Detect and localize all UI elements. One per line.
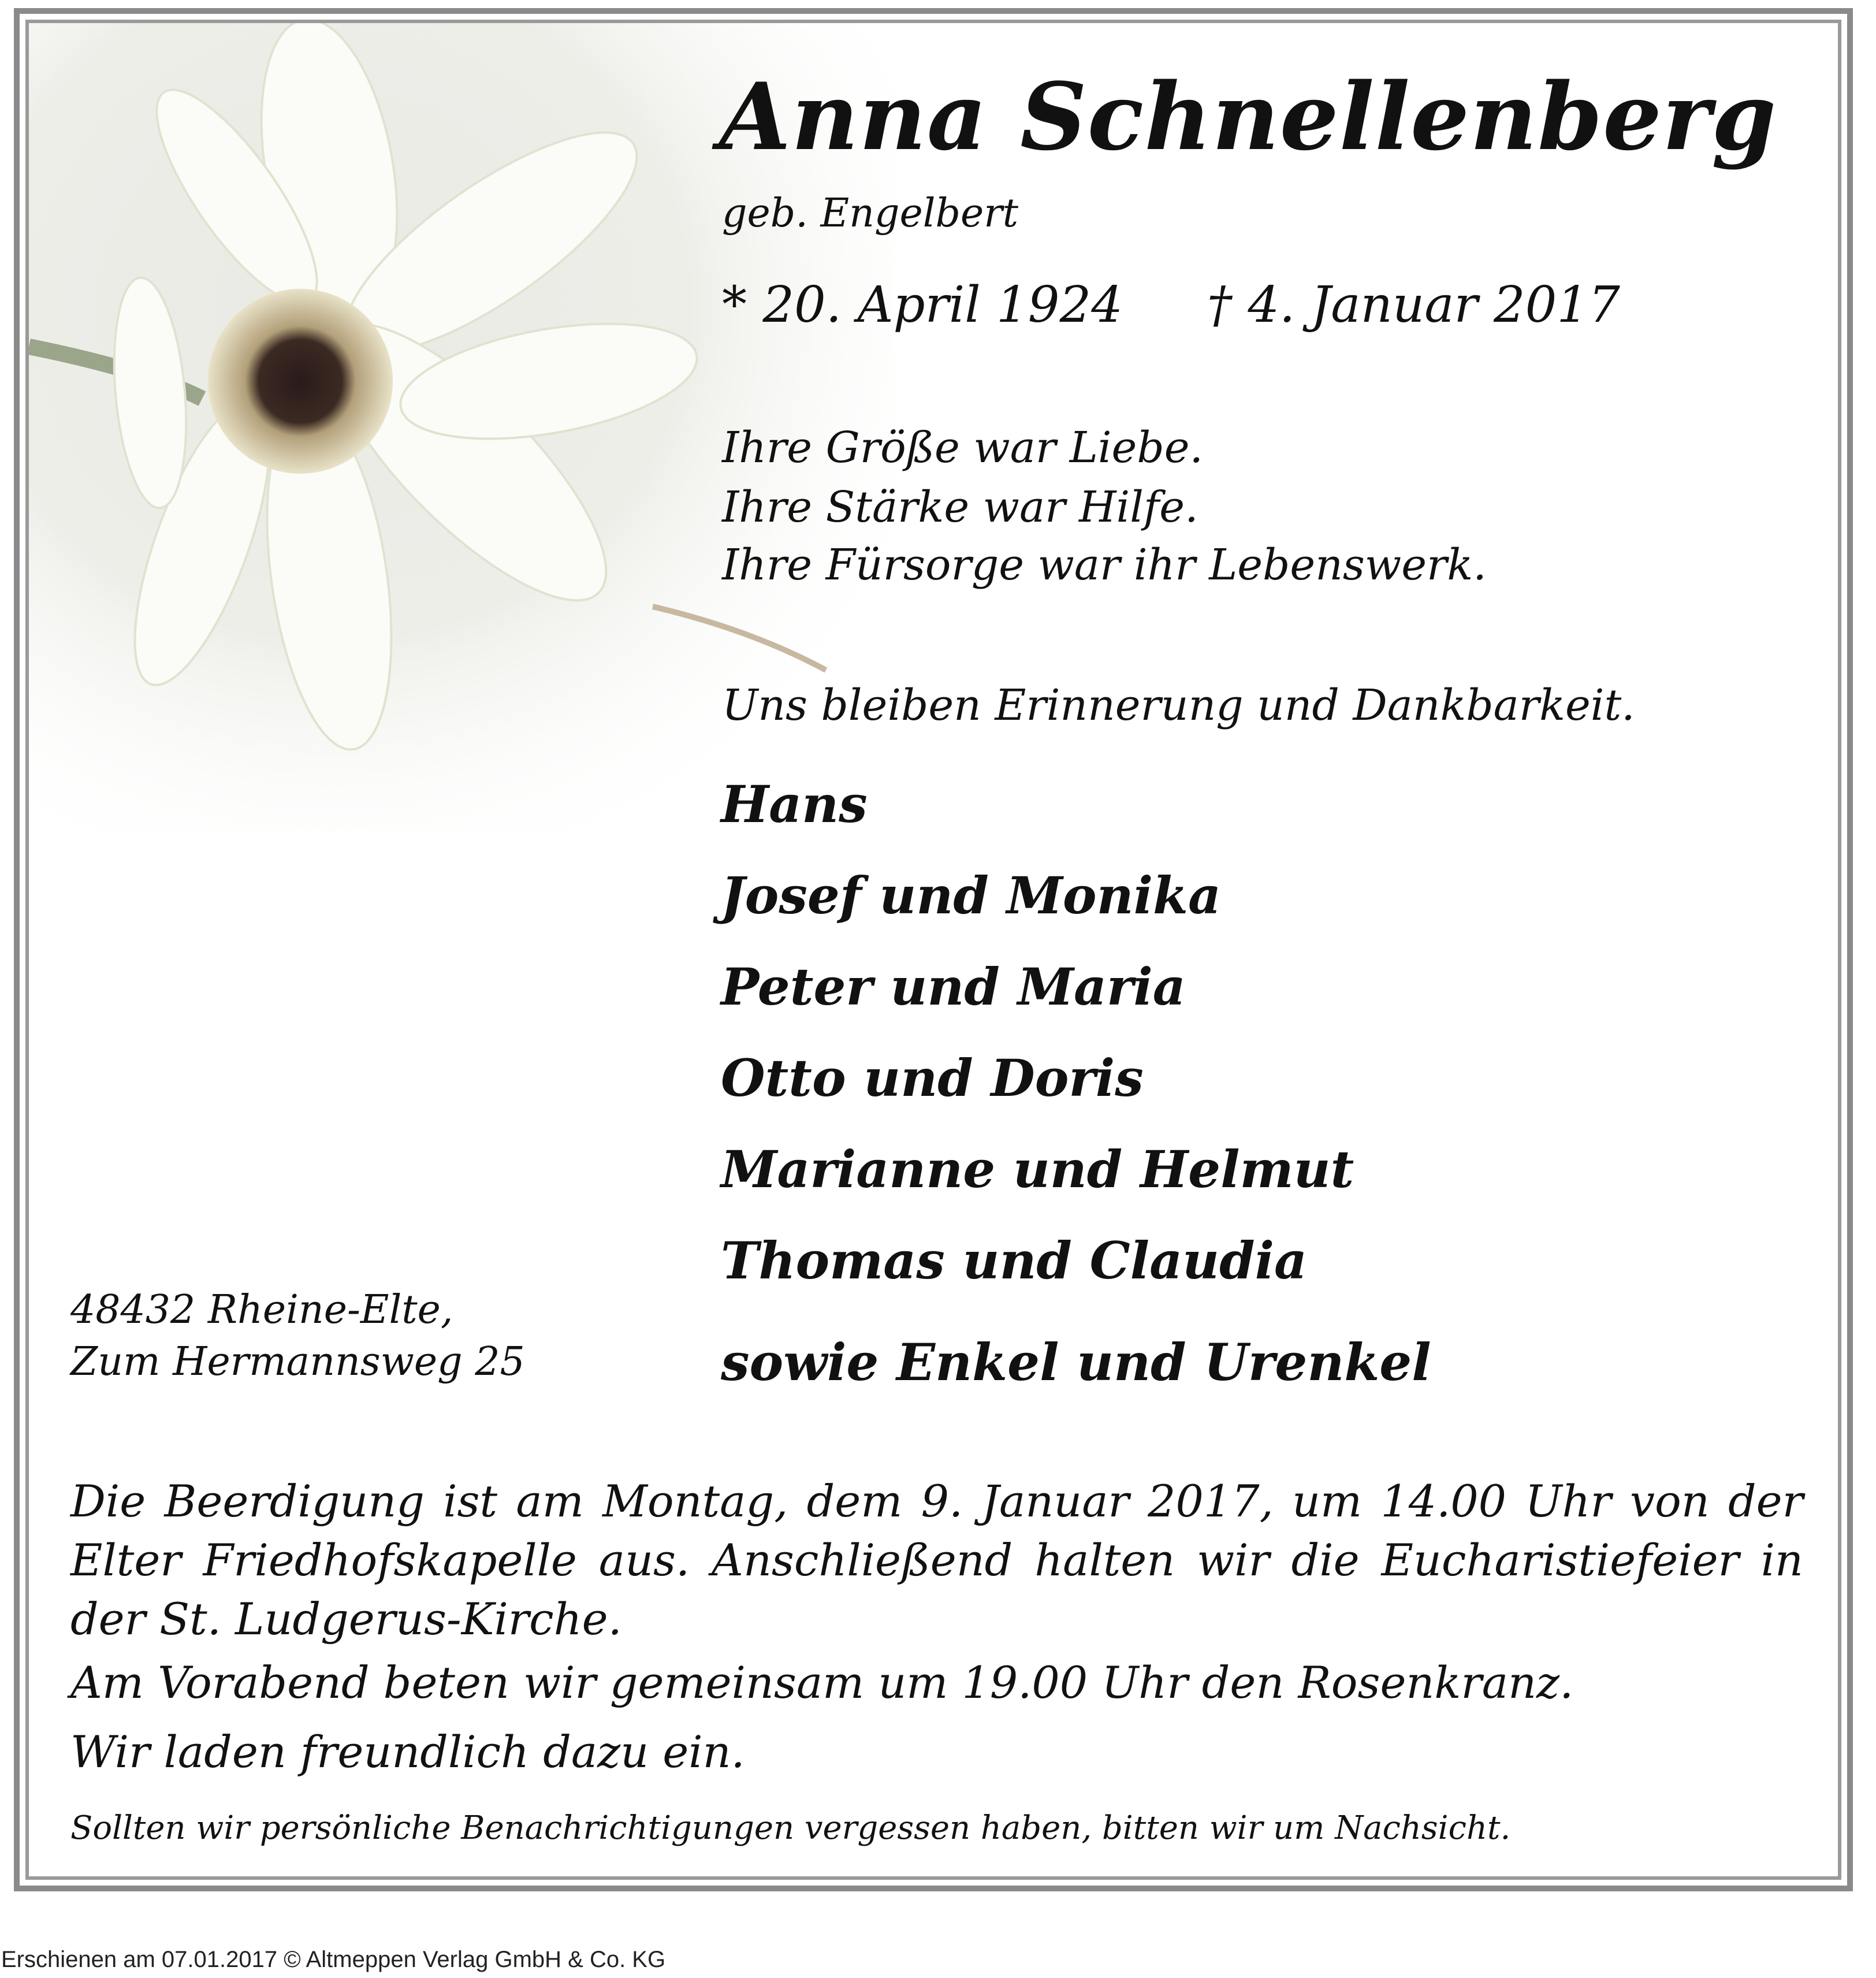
invitation-text: Wir laden freundlich dazu ein. [70,1726,745,1778]
family-member: Marianne und Helmut [721,1139,1354,1199]
poem-line: Ihre Fürsorge war ihr Lebenswerk. [722,540,1487,590]
family-member: Hans [721,774,868,834]
poem-line: Ihre Stärke war Hilfe. [722,482,1198,532]
rosary-text: Am Vorabend beten wir gemeinsam um 19.00 Uhr den Rosenkranz. [70,1657,1574,1708]
address-line: Zum Hermannsweg 25 [70,1339,525,1385]
family-member: sowie Enkel und Urenkel [721,1332,1431,1392]
poem-line: Ihre Größe war Liebe. [722,423,1204,473]
address-line: 48432 Rheine-Elte, [70,1287,453,1333]
death-date: † 4. Januar 2017 [1207,276,1620,334]
funeral-text: Die Beerdigung ist am Montag, dem 9. Januar 2017, um 14.00 Uhr von der Elter Friedhofskapelle aus. Anschließend halten wir die Eucharistiefeier in der St. Ludgerus-Kirche. [70,1475,1803,1645]
maiden-name: geb. Engelbert [722,191,1019,236]
family-member: Josef und Monika [721,865,1221,925]
birth-date: * 20. April 1924 [722,276,1123,334]
family-member: Otto und Doris [721,1048,1144,1108]
deceased-name: Anna Schnellenberg [719,62,1777,171]
family-member: Thomas und Claudia [721,1230,1308,1291]
notice-text: Sollten wir persönliche Benachrichtigungen vergessen haben, bitten wir um Nachsicht. [70,1809,1511,1847]
thanks-line: Uns bleiben Erinnerung und Dankbarkeit. [722,681,1635,730]
family-member: Peter und Maria [721,957,1186,1017]
publication-footer: Erschienen am 07.01.2017 © Altmeppen Verlag GmbH & Co. KG [1,1947,666,1972]
